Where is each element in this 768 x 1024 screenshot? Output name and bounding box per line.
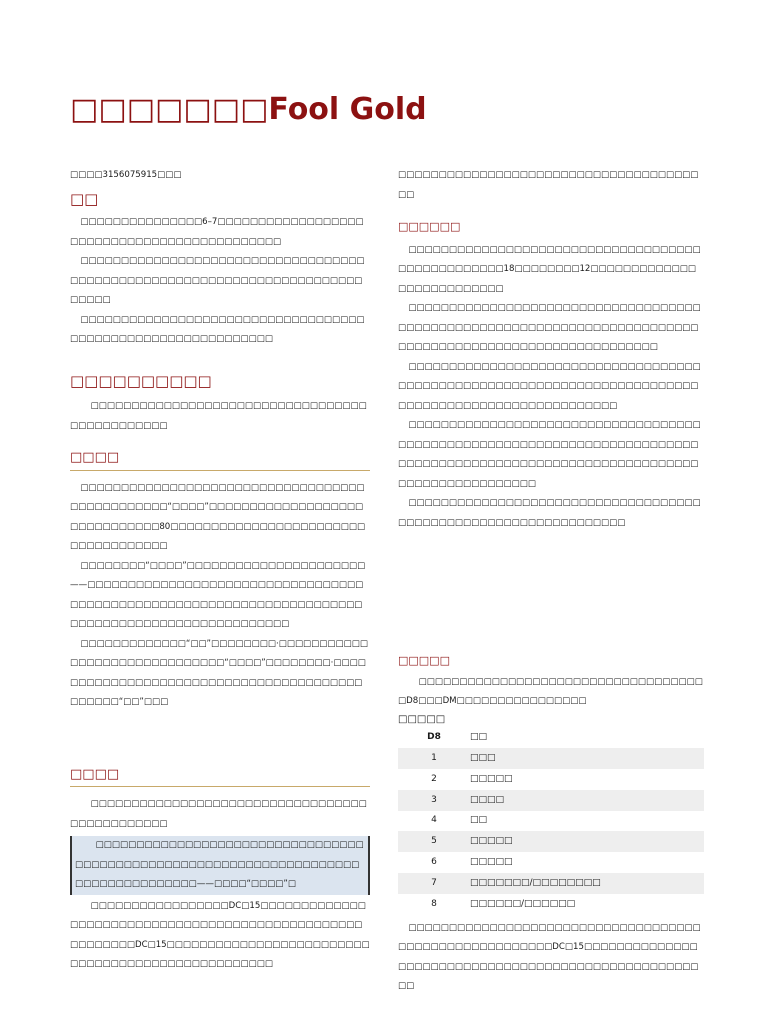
section-c-paragraph-2: □□□□□□□□□□□□□□□□□□□□□□□□□□□□□□□□□□□□□□□□□□□□□□□□□□□□□□□□□□□□□□□□□□□□□□□□□□□□□□□□□□□□□□□□□□□□□□□□□□□□□□□□□ [398, 303, 701, 352]
byline: □□□□3156075915□□□ [70, 170, 182, 180]
table-header-result: □□ [470, 732, 488, 743]
main-section-heading: □□□□□□□□□□ [70, 371, 212, 390]
main-section-paragraph: □□□□□□□□□□□□□□□□□□□□□□□□□□□□□□□□□□□□□□□□□□□□□□ [70, 401, 367, 431]
table-cell-roll: 5 [398, 831, 470, 852]
table-cell-result: □□□ [470, 748, 704, 769]
table-cell-result: □□□□ [470, 790, 704, 811]
table-cell-roll: 7 [398, 873, 470, 894]
table-title: □□□□□ [398, 713, 446, 725]
table-cell-result: □□□□□□/□□□□□□ [470, 898, 576, 909]
table-row [398, 852, 704, 873]
section-c-paragraph-4: □□□□□□□□□□□□□□□□□□□□□□□□□□□□□□□□□□□□□□□□□□□□□□□□□□□□□□□□□□□□□□□□□□□□□□□□□□□□□□□□□□□□□□□□□□□□□□□□□□□□□□□□□□□□□□□□□□□□□□□□□□□□□□□ [398, 420, 701, 489]
section-d-paragraph: □□□□□□□□□□□□□□□□□□□□□□□□□□□□□□□□□□□□D8□□□DM□□□□□□□□□□□□□□□□ [398, 676, 703, 706]
table-header-die: D8 [427, 732, 441, 743]
section-b-paragraph-2: □□□□□□□□□□□□□□□□□DC□15□□□□□□□□□□□□□□□□□□□□□□□□□□□□□□□□□□□□□□□□□□□□□□□□□□□□□□□□□DC□15□□□□□□□□□□□□□□□□□□□□□□□□□□□□□□□□□□□□□□□□□□□□□□□□□□ [70, 900, 370, 969]
section-a-heading: □□□□ [70, 448, 370, 471]
table-header-row [398, 728, 704, 749]
table-cell-roll: 3 [398, 790, 470, 811]
table-cell-result: □□□□□ [470, 773, 513, 784]
section-d-heading: □□□□□ [398, 654, 450, 667]
table-cell-roll: 8 [431, 898, 437, 909]
table-cell-result: □□□□□□□/□□□□□□□□ [470, 873, 704, 894]
section-c-heading: □□□□□□ [398, 220, 461, 233]
left-column [70, 166, 370, 975]
section-c-paragraph-1: □□□□□□□□□□□□□□□□□□□□□□□□□□□□□□□□□□□□□□□□□□□□□□□□□18□□□□□□□□12□□□□□□□□□□□□□□□□□□□□□□□□□□ [398, 244, 701, 294]
roll-table [398, 728, 704, 915]
sidebar-box [70, 836, 370, 895]
table-cell-result: □□ [470, 815, 488, 826]
intro-paragraph-3: □□□□□□□□□□□□□□□□□□□□□□□□□□□□□□□□□□□□□□□□□□□□□□□□□□□□□□□□□□□□ [70, 314, 365, 344]
table-cell-roll: 6 [431, 856, 437, 867]
section-c-paragraph-3: □□□□□□□□□□□□□□□□□□□□□□□□□□□□□□□□□□□□□□□□□□□□□□□□□□□□□□□□□□□□□□□□□□□□□□□□□□□□□□□□□□□□□□□□□□□□□□□□□□□□ [398, 361, 701, 411]
section-a-paragraph-3: □□□□□□□□□□□□□“□□”□□□□□□□□·□□□□□□□□□□□□□□□□□□□□□□□□□□□□□□“□□□□”□□□□□□□□·□□□□□□□□□□□□□□□□□□□□□□□□□□□□□□□□□□□□□□□□□□□□□□“□□”□□□ [70, 638, 369, 707]
page-title-cjk: □□□□□□□ [70, 92, 269, 127]
section-d-paragraph-2: □□□□□□□□□□□□□□□□□□□□□□□□□□□□□□□□□□□□□□□□□□□□□□□□□□□□□□□DC□15□□□□□□□□□□□□□□□□□□□□□□□□□□□□□□□□□□□□□□□□□□□□□□□□□□□□□ [398, 922, 701, 992]
table-row [398, 790, 704, 811]
table-cell-roll: 1 [398, 748, 470, 769]
page-title [70, 92, 427, 127]
intro-heading: □□ [70, 189, 99, 208]
intro-paragraph-2: □□□□□□□□□□□□□□□□□□□□□□□□□□□□□□□□□□□□□□□□□□□□□□□□□□□□□□□□□□□□□□□□□□□□□□□□□□□□ [70, 256, 365, 305]
section-b-heading: □□□□ [70, 765, 370, 788]
intro-paragraph-1: □□□□□□□□□□□□□□□6–7□□□□□□□□□□□□□□□□□□□□□□□□□□□□□□□□□□□□□□□□□□□□ [70, 217, 364, 247]
right-top-line: □□□□□□□□□□□□□□□□□□□□□□□□□□□□□□□□□□□□□□□ [398, 170, 699, 200]
table-row [398, 769, 704, 790]
table-cell-roll: 4 [431, 815, 437, 826]
table-row [398, 873, 704, 894]
section-a-paragraph-1: □□□□□□□□□□□□□□□□□□□□□□□□□□□□□□□□□□□□□□□□□□□□□□□“□□□□”□□□□□□□□□□□□□□□□□□□□□□□□□□□□□□80□□□□□□□□□□□□□□□□□□□□□□□□□□□□□□□□□□□□ [70, 482, 366, 551]
table-row [398, 748, 704, 769]
table-cell-result: □□□□□ [470, 856, 513, 867]
table-cell-roll: 2 [431, 773, 437, 784]
table-row [398, 831, 704, 852]
section-a-paragraph-2: □□□□□□□□“□□□□”□□□□□□□□□□□□□□□□□□□□□□——□□□□□□□□□□□□□□□□□□□□□□□□□□□□□□□□□□□□□□□□□□□□□□□□□□□□□□□□□□□□□□□□□□□□□□□□□□□□□□□□□□□□□□□□□□□□□□□□□ [70, 560, 366, 629]
table-row [398, 894, 704, 915]
table-cell-result: □□□□□ [470, 831, 704, 852]
page-title-latin: Fool Gold [268, 92, 427, 127]
section-b-paragraph: □□□□□□□□□□□□□□□□□□□□□□□□□□□□□□□□□□□□□□□□□□□□□□ [70, 799, 367, 829]
right-column [398, 166, 704, 997]
sidebar-text: □□□□□□□□□□□□□□□□□□□□□□□□□□□□□□□□□□□□□□□□□□□□□□□□□□□□□□□□□□□□□□□□□□□□□□□□□□□□□□□□□□□——□□□□“□□□□”□ [75, 840, 364, 889]
section-c-paragraph-5: □□□□□□□□□□□□□□□□□□□□□□□□□□□□□□□□□□□□□□□□□□□□□□□□□□□□□□□□□□□□□□□□ [398, 498, 701, 528]
table-row [398, 811, 704, 832]
